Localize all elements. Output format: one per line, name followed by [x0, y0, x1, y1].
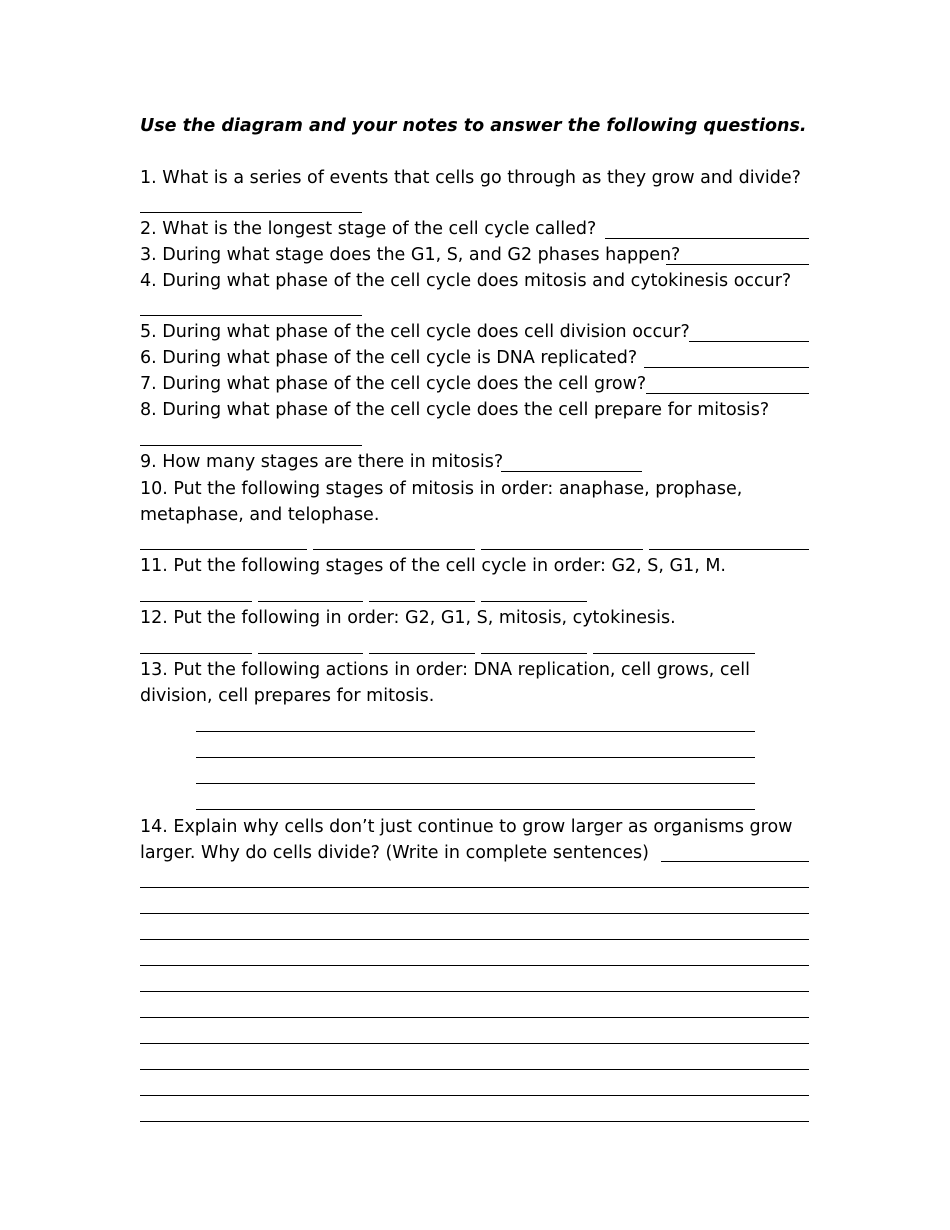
answer-line-q11-3[interactable] — [369, 601, 475, 602]
answer-line-q10-4[interactable] — [649, 549, 809, 550]
answer-line-q10-2[interactable] — [313, 549, 475, 550]
question-9: 9. How many stages are there in mitosis? — [140, 452, 504, 472]
question-5: 5. During what phase of the cell cycle does cell division occur? — [140, 322, 690, 342]
answer-line-q3[interactable] — [666, 264, 809, 265]
answer-line-q9[interactable] — [501, 471, 642, 472]
answer-line-q11-4[interactable] — [481, 601, 587, 602]
answer-line-q7[interactable] — [646, 393, 809, 394]
answer-line-q14-3[interactable] — [140, 939, 809, 940]
answer-line-q5[interactable] — [689, 341, 809, 342]
answer-line-q6[interactable] — [644, 367, 809, 368]
answer-line-q14-6[interactable] — [140, 1017, 809, 1018]
question-6: 6. During what phase of the cell cycle is DNA replicated? — [140, 348, 638, 368]
question-4: 4. During what phase of the cell cycle does mitosis and cytokinesis occur? — [140, 271, 792, 291]
answer-line-q14-2[interactable] — [140, 913, 809, 914]
answer-line-q12-3[interactable] — [369, 653, 475, 654]
answer-line-q14-5[interactable] — [140, 991, 809, 992]
answer-line-q13-2[interactable] — [196, 757, 755, 758]
answer-line-q13-4[interactable] — [196, 809, 755, 810]
question-3: 3. During what stage does the G1, S, and G2 phases happen? — [140, 245, 681, 265]
answer-line-q12-2[interactable] — [258, 653, 363, 654]
answer-line-q14-1[interactable] — [140, 887, 809, 888]
instructions-heading: Use the diagram and your notes to answer the following questions. — [140, 116, 807, 136]
answer-line-q12-5[interactable] — [593, 653, 755, 654]
answer-line-q13-3[interactable] — [196, 783, 755, 784]
answer-line-q11-2[interactable] — [258, 601, 363, 602]
answer-line-q11-1[interactable] — [140, 601, 252, 602]
question-8: 8. During what phase of the cell cycle does the cell prepare for mitosis? — [140, 400, 770, 420]
question-1: 1. What is a series of events that cells go through as they grow and divide? — [140, 168, 801, 188]
question-13-line-1: 13. Put the following actions in order: DNA replication, cell grows, cell — [140, 660, 751, 680]
question-2: 2. What is the longest stage of the cell cycle called? — [140, 219, 597, 239]
question-10-line-2: metaphase, and telophase. — [140, 505, 380, 525]
answer-line-q8[interactable] — [140, 445, 362, 446]
question-7: 7. During what phase of the cell cycle does the cell grow? — [140, 374, 647, 394]
answer-line-q10-1[interactable] — [140, 549, 307, 550]
question-13-line-2: division, cell prepares for mitosis. — [140, 686, 435, 706]
answer-line-q12-4[interactable] — [481, 653, 587, 654]
answer-line-q14-10[interactable] — [140, 1121, 809, 1122]
answer-line-q10-3[interactable] — [481, 549, 643, 550]
answer-line-q1[interactable] — [140, 212, 362, 213]
answer-line-q14-4[interactable] — [140, 965, 809, 966]
question-14-line-2: larger. Why do cells divide? (Write in complete sentences) — [140, 843, 649, 863]
answer-line-q14-7[interactable] — [140, 1043, 809, 1044]
answer-line-q4[interactable] — [140, 315, 362, 316]
answer-line-q14-9[interactable] — [140, 1095, 809, 1096]
question-11: 11. Put the following stages of the cell cycle in order: G2, S, G1, M. — [140, 556, 726, 576]
answer-line-q14-inline[interactable] — [661, 861, 809, 862]
question-12: 12. Put the following in order: G2, G1, S, mitosis, cytokinesis. — [140, 608, 676, 628]
answer-line-q2[interactable] — [605, 238, 809, 239]
answer-line-q12-1[interactable] — [140, 653, 252, 654]
answer-line-q13-1[interactable] — [196, 731, 755, 732]
answer-line-q14-8[interactable] — [140, 1069, 809, 1070]
question-14-line-1: 14. Explain why cells don’t just continue to grow larger as organisms grow — [140, 817, 793, 837]
question-10-line-1: 10. Put the following stages of mitosis in order: anaphase, prophase, — [140, 479, 743, 499]
